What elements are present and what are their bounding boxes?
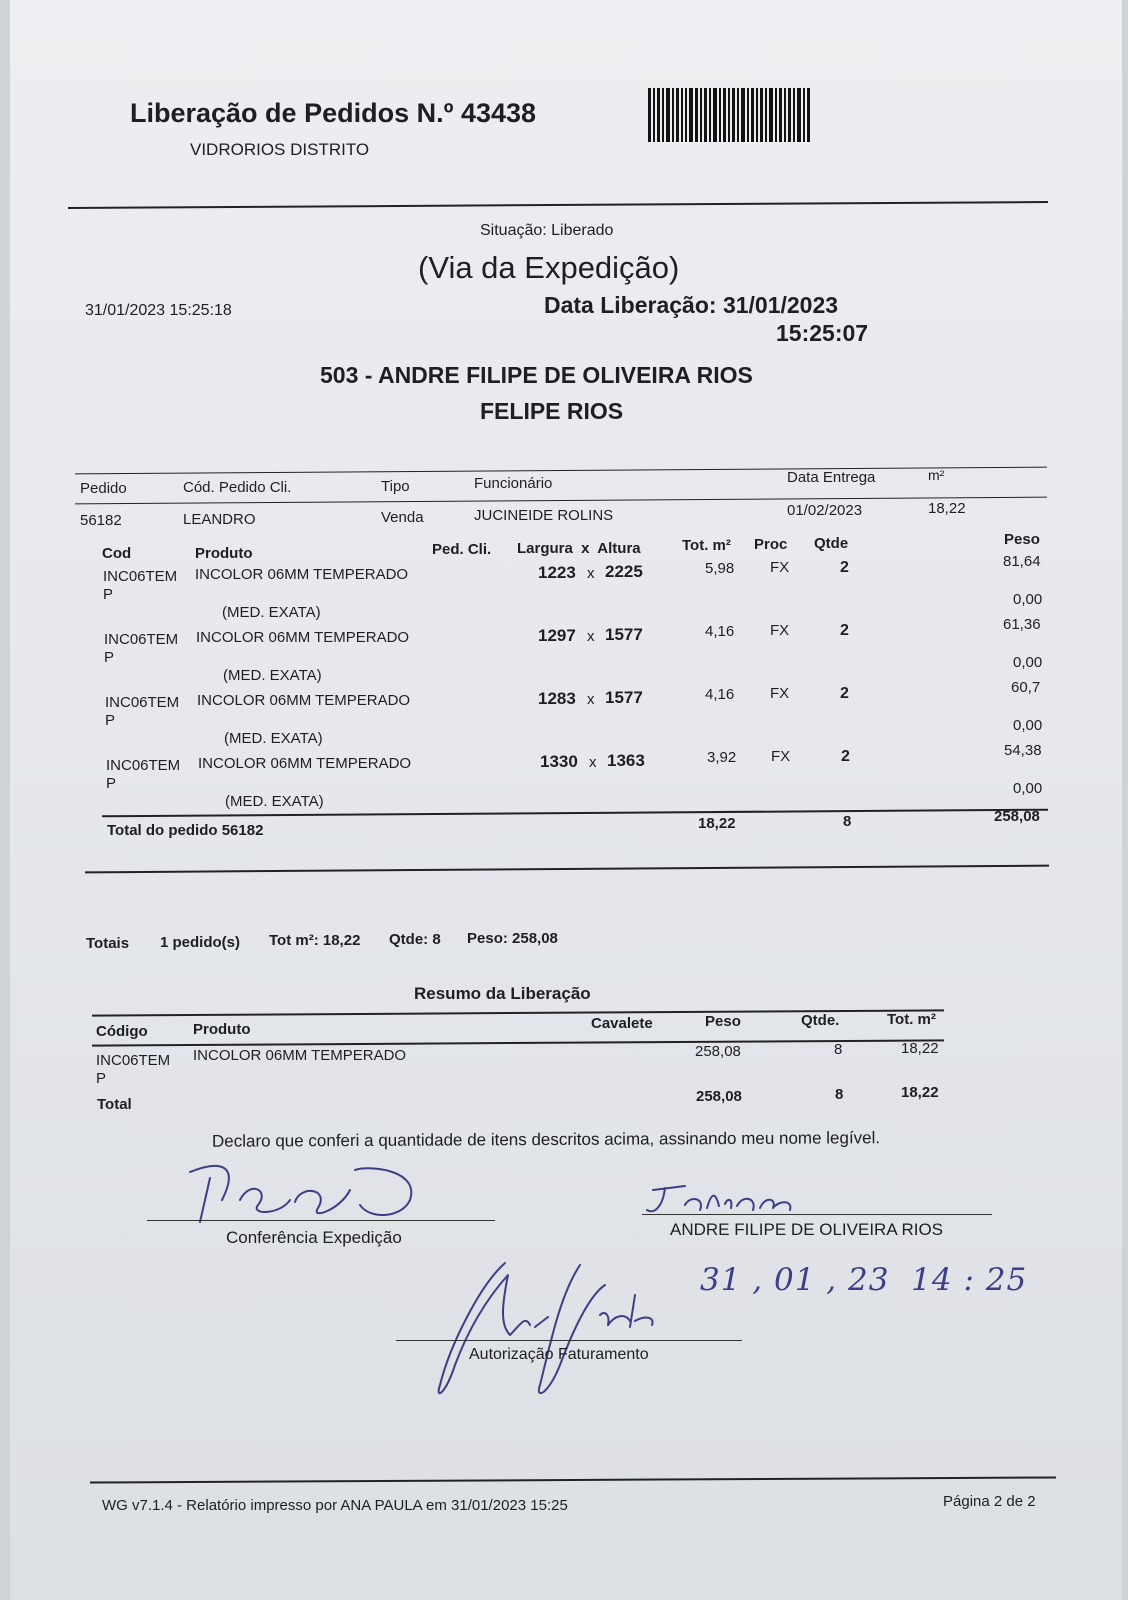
resumo-col-qtde: Qtde. (801, 1012, 840, 1029)
items-col-cod: Cod (102, 545, 132, 562)
resumo-total-label: Total (97, 1096, 132, 1113)
handwritten-date: 31 , 01 , 23 14 : 25 (700, 1262, 1028, 1298)
item-peso-2: 0,00 (1013, 780, 1043, 797)
col-cod-pedido-cli: Cód. Pedido Cli. (183, 479, 292, 496)
item-cod: INC06TEM (106, 757, 181, 774)
resumo-col-cavalete: Cavalete (591, 1015, 653, 1032)
col-funcionario: Funcionário (474, 475, 553, 492)
item-peso-2: 0,00 (1013, 717, 1043, 734)
item-proc: FX (770, 559, 790, 576)
items-col-proc: Proc (754, 536, 788, 553)
item-obs: (MED. EXATA) (224, 730, 323, 747)
signature-line-autorizacao (396, 1340, 742, 1341)
order-total-label: Total do pedido 56182 (107, 822, 264, 839)
col-m2: m² (928, 467, 945, 483)
cliente-signature-label: ANDRE FILIPE DE OLIVEIRA RIOS (670, 1220, 944, 1239)
items-col-largura-altura: Largura x Altura (517, 540, 641, 557)
totais-pedidos: 1 pedido(s) (160, 934, 241, 951)
item-obs: (MED. EXATA) (225, 793, 324, 810)
item-largura: 1330 (540, 752, 578, 771)
item-cod-cont: P (105, 712, 116, 729)
item-obs: (MED. EXATA) (222, 604, 321, 621)
resumo-row-qtde: 8 (834, 1041, 843, 1058)
item-cod: INC06TEM (104, 631, 179, 648)
item-altura: 1577 (605, 688, 643, 707)
cliente-apelido: FELIPE RIOS (480, 398, 624, 424)
item-cod: INC06TEM (105, 694, 180, 711)
item-qtde: 2 (840, 559, 849, 576)
items-col-produto: Produto (195, 545, 253, 562)
data-liberacao: Data Liberação: 31/01/2023 (544, 292, 839, 318)
item-x: x (587, 691, 595, 708)
resumo-row-codigo: INC06TEM (96, 1052, 171, 1069)
item-x: x (587, 628, 595, 645)
item-largura: 1283 (538, 689, 576, 708)
resumo-row-produto: INCOLOR 06MM TEMPERADO (193, 1047, 407, 1064)
tipo-value: Venda (381, 509, 424, 526)
resumo-row-tot-m2: 18,22 (901, 1040, 939, 1057)
signature-line-conferencia (147, 1220, 495, 1221)
item-cod-cont: P (104, 649, 115, 666)
totais-m2: Tot m²: 18,22 (269, 932, 361, 949)
signature-autorizacao-icon (430, 1255, 670, 1405)
totais-label: Totais (86, 935, 130, 952)
data-entrega-value: 01/02/2023 (787, 502, 863, 519)
item-produto: INCOLOR 06MM TEMPERADO (195, 566, 409, 583)
funcionario-value: JUCINEIDE ROLINS (474, 507, 614, 524)
cliente-name: 503 - ANDRE FILIPE DE OLIVEIRA RIOS (320, 362, 753, 388)
resumo-col-tot-m2: Tot. m² (887, 1011, 936, 1028)
resumo-row-codigo-cont: P (96, 1070, 107, 1087)
resumo-col-codigo: Código (96, 1023, 148, 1040)
resumo-row-peso: 258,08 (695, 1043, 741, 1060)
item-proc: FX (771, 748, 791, 765)
item-produto: INCOLOR 06MM TEMPERADO (196, 629, 410, 646)
item-peso-2: 0,00 (1013, 591, 1043, 608)
item-produto: INCOLOR 06MM TEMPERADO (198, 755, 412, 772)
status-situacao: Situação: Liberado (480, 222, 614, 239)
hora-liberacao: 15:25:07 (776, 320, 869, 346)
item-peso: 54,38 (1004, 742, 1042, 759)
cod-pedido-cli: LEANDRO (183, 511, 256, 528)
declaration-text: Declaro que conferi a quantidade de itens descritos acima, assinando meu nome legível. (211, 1128, 881, 1151)
resumo-total-qtde: 8 (835, 1086, 844, 1103)
item-peso: 60,7 (1011, 679, 1041, 696)
conferencia-label: Conferência Expedição (226, 1228, 402, 1247)
item-cod: INC06TEM (103, 568, 178, 585)
resumo-title: Resumo da Liberação (414, 984, 591, 1003)
item-largura: 1297 (538, 626, 576, 645)
item-x: x (587, 565, 595, 582)
items-col-tot-m2: Tot. m² (682, 537, 731, 554)
company-name: VIDRORIOS DISTRITO (190, 140, 370, 159)
item-proc: FX (770, 622, 790, 639)
item-produto: INCOLOR 06MM TEMPERADO (197, 692, 411, 709)
col-tipo: Tipo (381, 478, 410, 495)
items-col-peso: Peso (1004, 531, 1040, 548)
via-label: (Via da Expedição) (418, 250, 680, 285)
m2-value: 18,22 (928, 500, 966, 517)
footer-page: Página 2 de 2 (943, 1493, 1036, 1510)
item-altura: 1363 (607, 751, 645, 770)
item-qtde: 2 (841, 748, 850, 765)
resumo-col-peso: Peso (705, 1013, 741, 1030)
footer-left: WG v7.1.4 - Relatório impresso por ANA PAULA em 31/01/2023 15:25 (102, 1497, 568, 1514)
resumo-col-produto: Produto (193, 1021, 251, 1038)
item-cod-cont: P (106, 775, 117, 792)
items-col-ped-cli: Ped. Cli. (432, 541, 492, 558)
item-peso: 81,64 (1003, 553, 1041, 570)
item-tot-m2: 5,98 (705, 560, 735, 577)
item-x: x (589, 754, 597, 771)
totais-qtde: Qtde: 8 (389, 931, 441, 948)
col-data-entrega: Data Entrega (787, 469, 876, 486)
item-largura: 1223 (538, 563, 576, 582)
item-qtde: 2 (840, 622, 849, 639)
item-tot-m2: 3,92 (707, 749, 737, 766)
print-datetime: 31/01/2023 15:25:18 (85, 302, 232, 319)
items-col-qtde: Qtde (814, 535, 849, 552)
col-pedido: Pedido (80, 480, 127, 497)
pedido-number: 56182 (80, 512, 122, 529)
item-qtde: 2 (840, 685, 849, 702)
resumo-total-tot-m2: 18,22 (901, 1084, 939, 1101)
item-peso: 61,36 (1003, 616, 1041, 633)
item-cod-cont: P (103, 586, 114, 603)
signature-line-cliente (642, 1214, 992, 1215)
order-total-m2: 18,22 (698, 815, 736, 832)
order-total-qtde: 8 (843, 813, 852, 830)
item-tot-m2: 4,16 (705, 623, 735, 640)
resumo-total-peso: 258,08 (696, 1088, 742, 1105)
item-tot-m2: 4,16 (705, 686, 735, 703)
item-proc: FX (770, 685, 790, 702)
autorizacao-label: Autorização Faturamento (469, 1346, 649, 1363)
item-altura: 1577 (605, 625, 643, 644)
totais-peso: Peso: 258,08 (467, 930, 558, 947)
document-title: Liberação de Pedidos N.º 43438 (130, 98, 537, 128)
order-total-peso: 258,08 (994, 808, 1040, 825)
barcode (648, 88, 812, 142)
item-peso-2: 0,00 (1013, 654, 1043, 671)
item-obs: (MED. EXATA) (223, 667, 322, 684)
item-altura: 2225 (605, 562, 643, 581)
